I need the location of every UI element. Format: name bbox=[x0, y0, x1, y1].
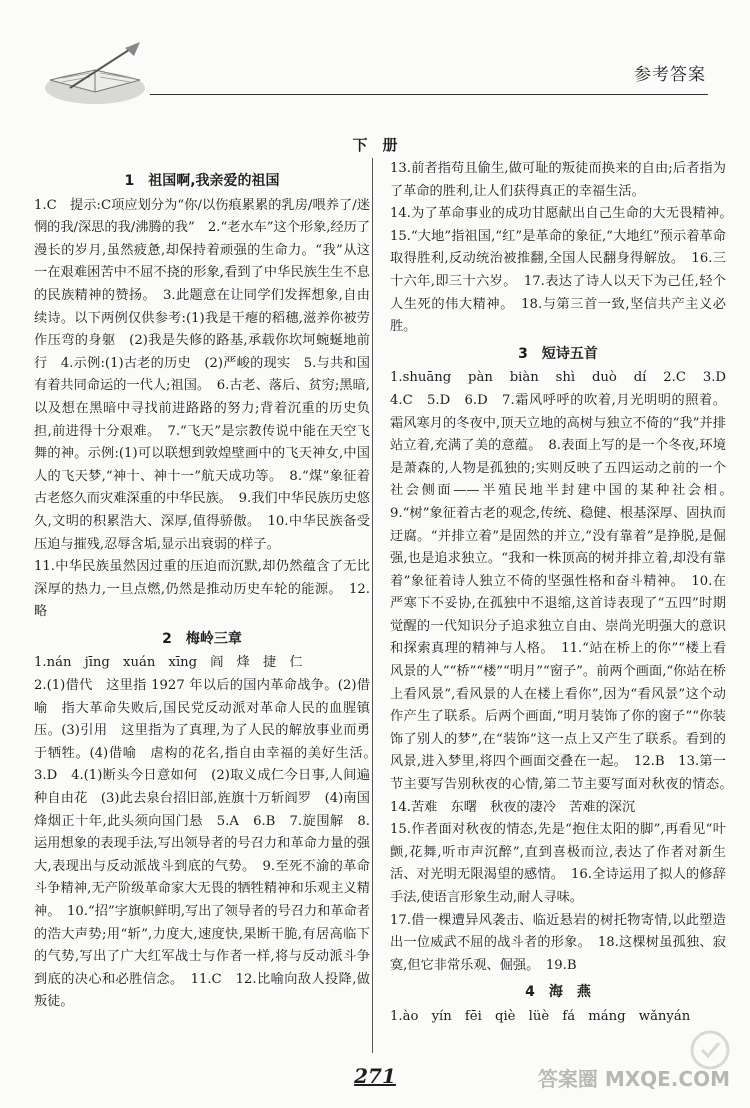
section-title: 下 册 bbox=[352, 136, 398, 154]
pinyin-line: 1.ào yín fēi qiè lüè fá máng wǎnyán bbox=[390, 1008, 691, 1024]
lesson-title: 3 短诗五首 bbox=[518, 345, 598, 362]
pinyin-line: 1.nán jīng xuán xīng 阎 烽 捷 仁 bbox=[34, 655, 303, 671]
column-divider bbox=[372, 158, 373, 1053]
open-book-quill-logo bbox=[40, 40, 150, 110]
answer-paragraph: 11.中华民族虽然因过重的压迫而沉默,却仍然蕴含了无比深厚的热力,一旦点燃,仍然是推动历史车轮的能源。 12.略 bbox=[34, 559, 370, 620]
lesson-title: 2 梅岭三章 bbox=[162, 630, 242, 647]
answer-paragraph: 13.前者指苟且偷生,做可耻的叛徒而换来的自由;后者指为了革命的胜利,让人们获得真正的幸福生活。 bbox=[390, 161, 726, 199]
answer-paragraph: 15.作者面对秋夜的情态,先是“抱住太阳的脚”,再看见“叶颤,花舞,听市声沉醉”,直到喜极而泣,表达了作者对新生活、对光明无限渴望的感情。 16.全诗运用了拟人的修辞手法,使语言形象生动,耐人寻味。 bbox=[390, 822, 726, 905]
left-column bbox=[34, 166, 384, 1014]
lesson-title: 4 海 燕 bbox=[525, 984, 591, 1001]
answer-paragraph: 14.为了革命事业的成功甘愿献出自己生命的大无畏精神。 15.“大地”指祖国,“红”是革命的象征,“大地红”预示着革命取得胜利,反动统治被推翻,全国人民翻身得解放。 16.三十六年,即三十六岁。 17.表达了诗人以天下为己任,轻个人生死的伟大精神。 18.与第三首一致,坚信共产主义必胜。 bbox=[390, 206, 740, 335]
header-rule bbox=[150, 94, 708, 95]
answer-paragraph: 2.(1)借代 这里指 1927 年以后的国内革命战争。(2)借喻 指大革命失败后,国民党反动派对革命人民的血腥镇压。(3)引用 这里指为了真理,为了人民的解放事业而勇于牺牲。(4)借喻 虐构的花名,指自由幸福的美好生活。 3.D 4.(1)断头今日意如何 (2)取义成仁今日事,人间遍种自由花 (3)此去泉台招旧部,旌旗十万斩阎罗 (4)南国烽烟正十年,此头须向国门悬 5.A 6.B 7.旋围解 8.运用想象的表现手法,写出领导者的号召力和革命力量的强大,表现出与反动派战斗到底的气势。 9.至死不渝的革命斗争精神,无产阶级革命家大无畏的牺牲精神和乐观主义精神。 10.“招”字旗帜鲜明,写出了领导者的号召力和革命者的浩大声势;用“斩”,力度大,速度快,果断干脆,有居高临下的气势,写出了广大红军战士与作者一样,将与反动派斗争到底的决心和必胜信念。 11.C 12.比喻向敌人投降,做叛徒。 bbox=[34, 678, 384, 1010]
right-column bbox=[390, 158, 740, 1029]
answer-paragraph: 17.借一棵遭异风袭击、临近悬岩的树托物寄情,以此塑造出一位威武不屈的战斗者的形象。 18.这棵树虽孤独、寂寞,但它非常乐观、倔强。 19.B bbox=[390, 912, 726, 973]
page-number: 271 bbox=[354, 1064, 396, 1088]
answer-paragraph: 1.shuāng pàn biàn shì duò dí 2.C 3.D 4.C 5.D 6.D 7.霜风呼呼的吹着,月光明明的照着。霜风寒月的冬夜中,顶天立地的高树与独立不倚的“我”并排站立着,充满了美的意蕴。 8.表面上写的是一个冬夜,环境是萧森的,人物是孤独的;实则反映了五四运动之前的一个社会侧面——半殖民地半封建中国的某种社会相。 9.“树”象征着古老的观念,传统、稳健、根基深厚、固执而迂腐。“并排立着”是固然的并立,“没有靠着”是挣脱,是倔强,也是追求独立。“我和一株顶高的树并排立着,却没有靠着”象征着诗人独立不倚的坚强性格和奋斗精神。 10.在严寒下不妥协,在孤独中不退缩,这首诗表现了“五四”时期觉醒的一代知识分子追求独立自由、崇尚光明强大的意识和探索真理的精神与人格。 11.“站在桥上的你”“楼上看风景的人”“桥”“楼”“明月”“窗子”。前两个画面,“你站在桥上看风景”,看风景的人在楼上看你”,因为“看风景”这个动作产生了联系。后两个画面,“明月装饰了你的窗子”“你装饰了别人的梦”,在“装饰”这一点上又产生了联系。看到的风景,进入梦里,将四个画面交叠在一起。 12.B 13.第一节主要写告别秋夜的心情,第二节主要写面对秋夜的情态。 14.苦难 东曙 秋夜的凄冷 苦难的深沉 bbox=[390, 370, 740, 815]
header-title: 参考答案 bbox=[634, 65, 706, 85]
answer-paragraph: 1.C 提示:C项应划分为“你/以伤痕累累的乳房/喂养了/迷惘的我/深思的我/沸腾的我” 2.“老水车”这个形象,经历了漫长的岁月,虽然疲惫,却保持着顽强的生命力。“我”从这一在艰难困苦中不屈不挠的形象,看到了中华民族生生不息的民族精神的赞扬。 3.此题意在让同学们发挥想象,自由续诗。以下两例仅供参考:(1)我是干瘪的稻穗,滋养你被劳作压弯的身躯 (2)我是失修的路基,承载你坎坷蜿蜒地前行 4.示例:(1)古老的历史 (2)严峻的现实 5.与共和国有着共同命运的一代人;祖国。 6.古老、落后、贫穷;黑暗,以及想在黑暗中寻找前进路路的努力;背着沉重的历史负担,前进得十分艰难。 7.“飞天”是宗教传说中能在天空飞舞的神。示例:(1)可以联想到敦煌壁画中的飞天神女,中国人的飞天梦,“神十、神十一”航天成功等。 8.“煤”象征着古老悠久而灾难深重的中华民族。 9.我们中华民族历史悠久,文明的积累浩大、深厚,值得骄傲。 10.中华民族备受压迫与摧残,忍辱含垢,显示出衰弱的样子。 bbox=[34, 197, 371, 552]
watermark-text: 答案圈 MXQE.COM bbox=[537, 1067, 730, 1091]
lesson-title: 1 祖国啊,我亲爱的祖国 bbox=[124, 173, 280, 189]
